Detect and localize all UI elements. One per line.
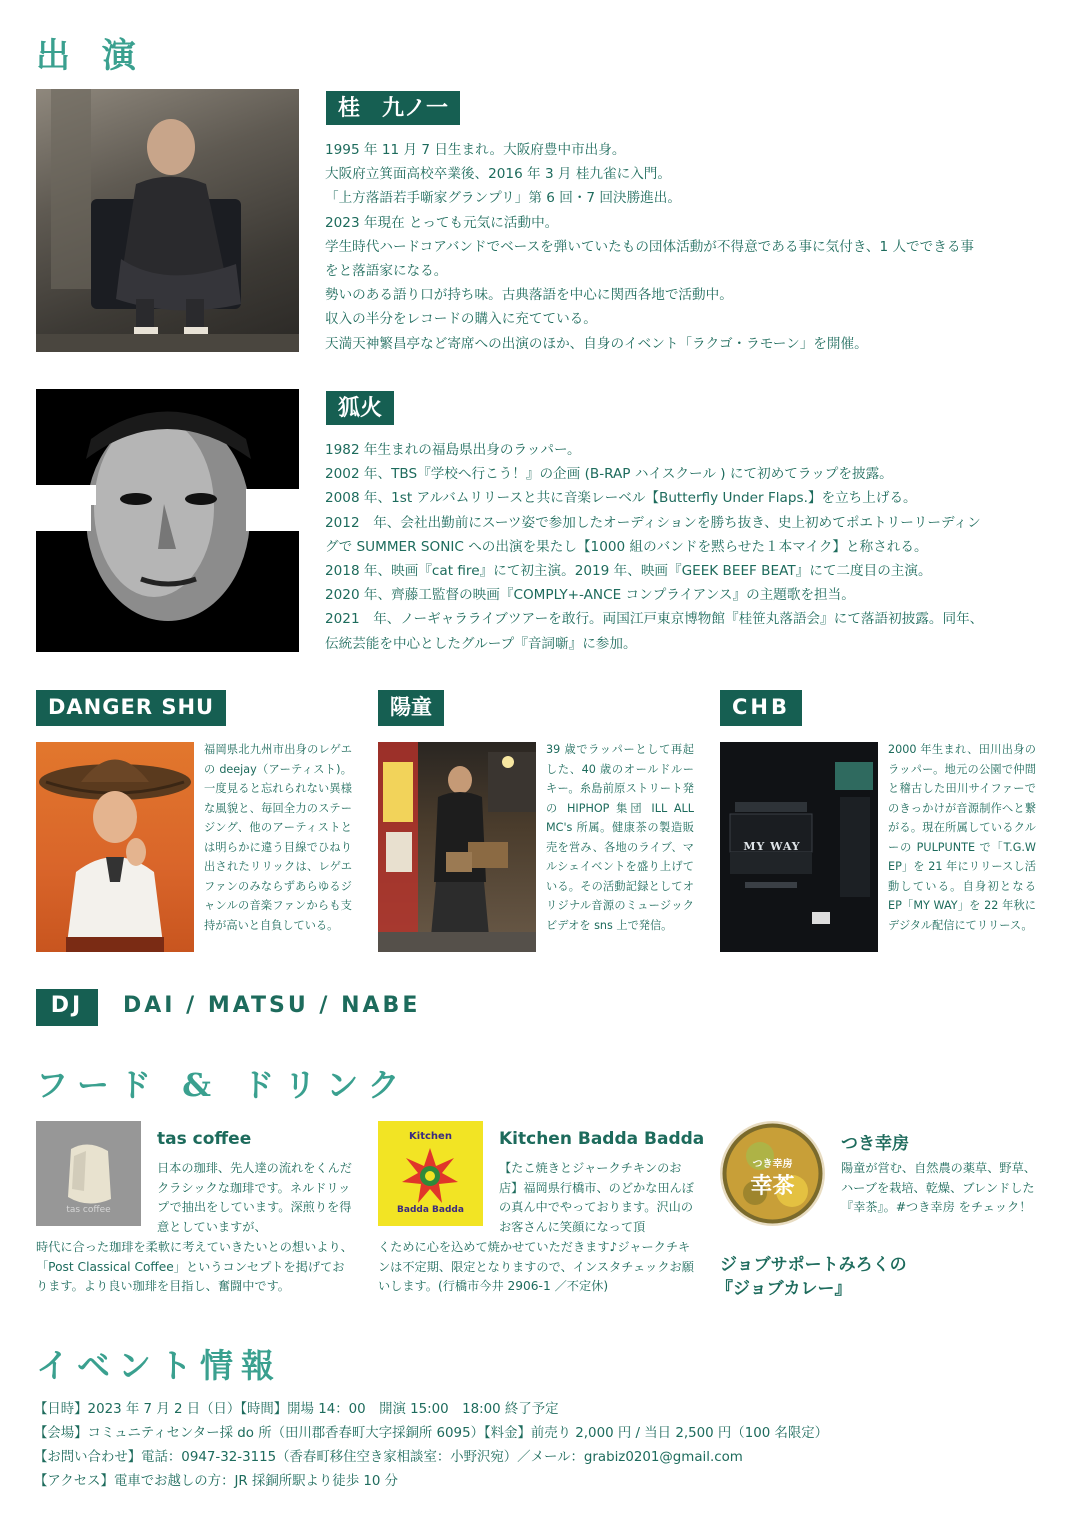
- bio-line: 2018 年、映画『cat fire』にて初主演。2019 年、映画『GEEK BEEF BEAT』にて二度目の主演。: [325, 563, 932, 580]
- performer2-photo: [36, 389, 299, 652]
- performer2-bio: [325, 438, 983, 656]
- event-date: 【日時】2023 年 7 月 2 日（日）【時間】開場 14：00 開演 15:00 18:00 終了予定: [34, 1402, 559, 1417]
- performer5-bio: 2000 年生まれ、田川出身のラッパー。地元の公園で仲間と稽古した田川サイファーでのきっかけが音源制作へと繋がる。現在所属しているクルーの PULPUNTE で「T.G.W EP」を 21 年にリリースし活動している。自身初となる EP「MY WAY」を 22 年秋にデジタル配信にてリリース。: [888, 743, 1036, 932]
- bio-line: グで SUMMER SONIC への出演を果たし【1000 組のバンドを黙らせた１本マイク】と称される。: [325, 538, 928, 555]
- tsuki-logo-big: 幸茶: [750, 1173, 795, 1199]
- cover-title: MY WAY: [743, 840, 801, 853]
- event-title: イベント情報: [36, 1346, 282, 1385]
- bio-line: 収入の半分をレコードの購入に充てている。: [325, 311, 597, 328]
- performer1-name: 桂 九ノ一: [326, 91, 460, 125]
- bio-line: 「上方落語若手噺家グランプリ」第 6 回・7 回決勝進出。: [325, 190, 681, 207]
- kitchen-logo-bottom: Badda Badda: [397, 1205, 464, 1215]
- bio-line: をと落語家になる。: [325, 263, 448, 280]
- tsuki-logo-text: つき幸房: [752, 1159, 793, 1170]
- tas-coffee-logo: [36, 1121, 141, 1226]
- performer4-name: 陽童: [378, 690, 444, 726]
- bio-line: 伝統芸能を中心としたグループ『音詞噺』に参加。: [325, 635, 637, 652]
- bio-line: 1995 年 11 月 7 日生まれ。大阪府豊中市出身。: [325, 142, 626, 158]
- kitchen-logo-top: Kitchen: [409, 1131, 452, 1142]
- performer3-bio: 福岡県北九州市出身のレゲエの deejay（アーティスト)。一度見ると忘れられない異様な風貌と、毎回全力のステージング、他のアーティストとは明らかに違う目線でひねり出されたリリックは、レゲエファンのみならずあらゆるジャンルの音楽ファンからも支持が高いと自負している。: [204, 743, 352, 932]
- performers-title: 出 演: [36, 36, 146, 76]
- bio-line: 2008 年、1st アルバムリリースと共に音楽レーベル【Butterfly Under Flaps.】を立ち上げる。: [325, 490, 917, 507]
- kitchen-badda-text: 【たこ焼きとジャークチキンのお店】福岡県行橋市、のどかな田んぼの真ん中でやっております。沢山のお客さんに笑顔になって頂: [499, 1161, 694, 1234]
- performer4-photo: [378, 742, 536, 952]
- bio-line: 勢いのある語り口が持ち味。古典落語を中心に関西各地で活動中。: [325, 287, 733, 304]
- bio-line: 学生時代ハードコアバンドでベースを弾いていたもの団体活動が不得意である事に気付き、1 人でできる事: [325, 238, 975, 255]
- bio-line: 2012 年、会社出勤前にスーツ姿で参加したオーディションを勝ち抜き、史上初めてポエトリーリーディン: [325, 514, 981, 531]
- tas-coffee-name: tas coffee: [157, 1129, 252, 1149]
- performer5-name: CHB: [720, 690, 802, 726]
- bio-line: 天満天神繁昌亭など寄席への出演のほか、自身のイベント「ラクゴ・ラモーン」を開催。: [325, 335, 868, 352]
- performer2-name: 狐火: [326, 391, 394, 425]
- bio-line: 2020 年、齊藤工監督の映画『COMPLY+-ANCE コンプライアンス』の主題歌を担当。: [325, 587, 855, 604]
- event-contact: 【お問い合わせ】電話：0947-32-3115（香春町移住空き家相談室：小野沢宛）／メール：grabiz0201@gmail.com: [34, 1450, 743, 1465]
- bio-line: 2021 年、ノーギャラライブツアーを敢行。両国江戸東京博物館『桂笹丸落語会』にて落語初披露。同年、: [325, 611, 984, 628]
- tsuki-kobo-text: 陽童が営む、自然農の薬草、野草、ハーブを栽培、乾燥、ブレンドした『幸茶』。#つき幸房 をチェック！: [841, 1161, 1036, 1215]
- tas-coffee-text: 日本の珈琲、先人達の流れをくんだクラシックな珈琲です。ネルドリップで抽出をしています。深煎りを得意としていますが、: [157, 1161, 352, 1234]
- kitchen-badda-logo: [378, 1121, 483, 1226]
- performer1-photo: [36, 89, 299, 352]
- bio-line: 2002 年、TBS『学校へ行こう！』の企画 (B-RAP ハイスクール ) にて初めてラップを披露。: [325, 466, 893, 483]
- tas-coffee-text2: 時代に合った珈琲を柔軟に考えていきたいとの想いより、「Post Classical Coffee」というコンセプトを掲げております。より良い珈琲を目指し、奮闘中です。: [36, 1240, 353, 1294]
- tsuki-kobo-logo: [720, 1121, 825, 1226]
- tas-logo-text: tas coffee: [66, 1205, 111, 1215]
- bio-line: 2023 年現在 とっても元気に活動中。: [325, 214, 559, 231]
- performer3-photo: [36, 742, 194, 952]
- dj-label: DJ: [36, 989, 98, 1026]
- performer5-cover: [720, 742, 878, 952]
- event-venue: 【会場】コミュニティセンター採 do 所（田川郡香春町大字採銅所 6095）【料金】前売り 2,000 円 / 当日 2,500 円（100 名限定）: [34, 1426, 829, 1441]
- kitchen-badda-text2: くために心を込めて焼かせていただきます♪ジャークチキンは不定期、限定となりますので、インスタチェックお願いします。(行橋市今井 2906-1 ／不定休): [378, 1240, 694, 1294]
- performer3-name: DANGER SHU: [36, 690, 226, 726]
- performer1-bio: [325, 138, 974, 356]
- bio-line: 1982 年生まれの福島県出身のラッパー。: [325, 442, 581, 458]
- dj-names: DAI / MATSU / NABE: [123, 993, 421, 1018]
- bio-line: 大阪府立箕面高校卒業後、2016 年 3 月 桂九雀に入門。: [325, 166, 671, 183]
- food-title: フード & ドリンク: [36, 1066, 410, 1104]
- kitchen-badda-name: Kitchen Badda Badda: [499, 1129, 705, 1149]
- job-support-line1: ジョブサポートみろくの: [720, 1255, 907, 1275]
- tsuki-kobo-name: つき幸房: [841, 1134, 909, 1154]
- performer4-bio: 39 歳でラッパーとして再起した、40 歳のオールドルーキー。糸島前原ストリート発の HIPHOP 集団 ILL ALL MC's 所属。健康茶の製造販売を営み、各地のライブ、マルシェイベントを盛り上げている。その活動記録としてオリジナル音源のミュージックビデオを sns 上で発信。: [546, 743, 694, 932]
- job-support-line2: 『ジョブカレー』: [716, 1279, 852, 1299]
- event-access: 【アクセス】電車でお越しの方：JR 採銅所駅より徒歩 10 分: [34, 1474, 399, 1489]
